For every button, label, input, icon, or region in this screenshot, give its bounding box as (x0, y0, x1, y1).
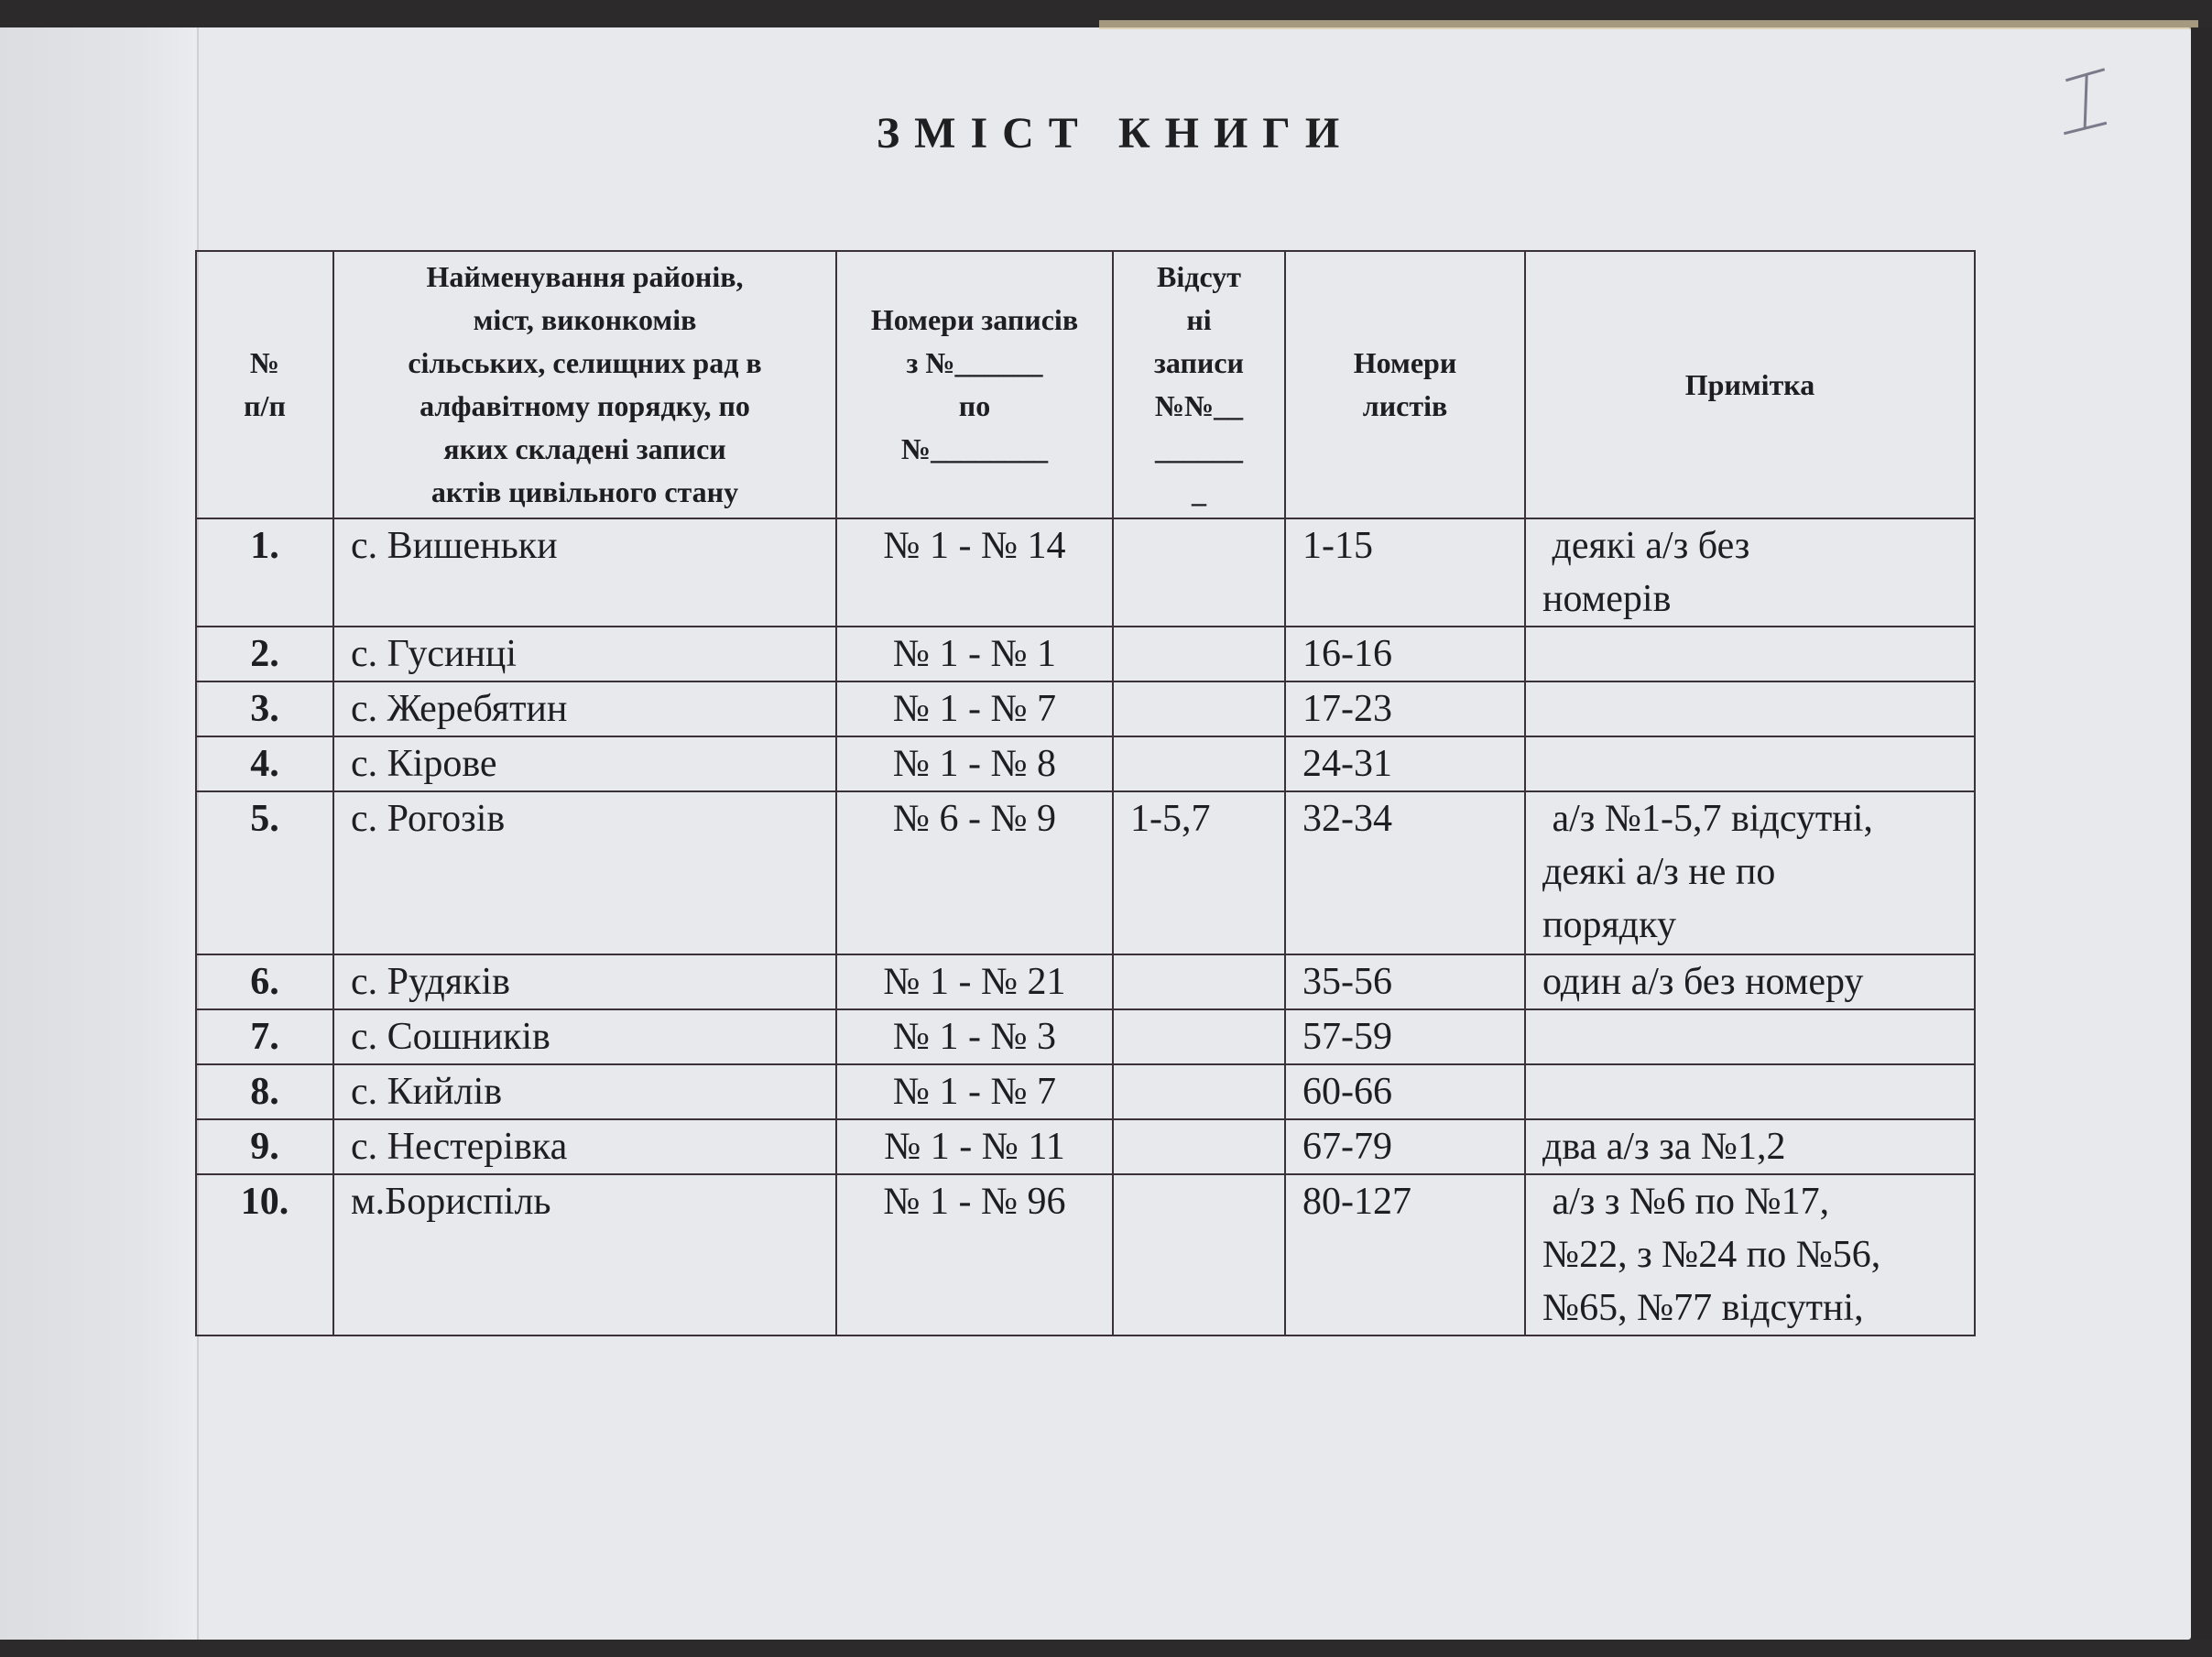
row-number: 1. (196, 518, 333, 627)
header-number (196, 251, 333, 518)
header-line: №№__ (1154, 389, 1244, 422)
header-line: по (958, 389, 991, 422)
row-sheets: 35-56 (1285, 954, 1525, 1009)
table-row (196, 1009, 1975, 1064)
row-sheets: 57-59 (1285, 1009, 1525, 1064)
row-number: 7. (196, 1009, 333, 1064)
header-line: _ (1192, 475, 1206, 508)
header-line: п/п (244, 389, 286, 422)
header-line: Номери (1353, 346, 1457, 379)
page-title: ЗМІСТ КНИГИ (876, 109, 1355, 158)
row-number: 8. (196, 1064, 333, 1119)
row-number: 4. (196, 736, 333, 791)
header-records (836, 251, 1113, 518)
row-missing (1113, 681, 1285, 736)
header-line: Номери записів (870, 303, 1079, 336)
row-missing (1113, 627, 1285, 681)
row-number: 2. (196, 627, 333, 681)
note-line: два а/з за №1,2 (1542, 1126, 1786, 1168)
row-note (1525, 954, 1975, 1009)
row-records: № 1 - № 1 (836, 627, 1113, 681)
row-number: 9. (196, 1119, 333, 1174)
row-sheets: 16-16 (1285, 627, 1525, 681)
header-line: ______ (1155, 432, 1243, 465)
row-note (1525, 1174, 1975, 1335)
header-note (1525, 251, 1975, 518)
table-header-row (196, 251, 1975, 518)
note-line: №22, з №24 по №56, (1542, 1234, 1881, 1276)
header-line: Відсут (1157, 260, 1241, 293)
table-row (196, 1174, 1975, 1335)
table-row (196, 736, 1975, 791)
row-number: 6. (196, 954, 333, 1009)
row-sheets: 32-34 (1285, 791, 1525, 954)
note-line: номерів (1542, 578, 1672, 620)
row-records: № 1 - № 11 (836, 1119, 1113, 1174)
row-missing (1113, 518, 1285, 627)
header-sheets (1285, 251, 1525, 518)
row-note (1525, 736, 1975, 791)
table-row (196, 681, 1975, 736)
row-note (1525, 791, 1975, 954)
row-records: № 1 - № 14 (836, 518, 1113, 627)
row-sheets: 24-31 (1285, 736, 1525, 791)
row-records: № 1 - № 7 (836, 1064, 1113, 1119)
header-name (333, 251, 836, 518)
row-number: 5. (196, 791, 333, 954)
table-body (196, 518, 1975, 1335)
row-name: с. Нестерівка (333, 1119, 836, 1174)
header-line: листів (1362, 389, 1448, 422)
page-binding-shadow (0, 27, 199, 1640)
page-right-edge (2191, 27, 2212, 1640)
row-name: с. Вишеньки (333, 518, 836, 627)
row-name: с. Кірове (333, 736, 836, 791)
note-line: порядку (1542, 904, 1676, 946)
row-sheets: 67-79 (1285, 1119, 1525, 1174)
row-note (1525, 627, 1975, 681)
table-row (196, 1119, 1975, 1174)
table-row (196, 1064, 1975, 1119)
header-line: міст, виконкомів (473, 303, 697, 336)
row-name: м.Бориспіль (333, 1174, 836, 1335)
row-name: с. Гусинці (333, 627, 836, 681)
row-name: с. Кийлів (333, 1064, 836, 1119)
header-line: Примітка (1684, 367, 1815, 401)
row-records: № 6 - № 9 (836, 791, 1113, 954)
table-row (196, 627, 1975, 681)
row-note (1525, 518, 1975, 627)
header-line: алфавітному порядку, по (420, 389, 750, 422)
table-row (196, 954, 1975, 1009)
note-line: №65, №77 відсутні, (1542, 1287, 1864, 1329)
note-line: деякі а/з не по (1542, 851, 1776, 893)
note-line: деякі а/з без (1542, 525, 1750, 567)
row-note (1525, 1119, 1975, 1174)
row-name: с. Рудяків (333, 954, 836, 1009)
row-name: с. Рогозів (333, 791, 836, 954)
row-records: № 1 - № 96 (836, 1174, 1113, 1335)
row-number: 3. (196, 681, 333, 736)
note-line: а/з з №6 по №17, (1542, 1181, 1830, 1223)
table-row (196, 791, 1975, 954)
header-line: ні (1186, 303, 1212, 336)
table-row (196, 518, 1975, 627)
note-line: один а/з без номеру (1542, 961, 1864, 1003)
row-missing (1113, 954, 1285, 1009)
row-sheets: 17-23 (1285, 681, 1525, 736)
header-line: сільських, селищних рад в (408, 346, 762, 379)
header-line: яких складені записи (443, 432, 726, 465)
row-missing (1113, 1119, 1285, 1174)
header-line: з №______ (906, 346, 1043, 379)
row-number: 10. (196, 1174, 333, 1335)
row-missing (1113, 1009, 1285, 1064)
row-records: № 1 - № 8 (836, 736, 1113, 791)
header-line: № (249, 346, 280, 379)
header-missing (1113, 251, 1285, 518)
contents-table (195, 250, 1976, 1336)
row-missing (1113, 1064, 1285, 1119)
row-records: № 1 - № 21 (836, 954, 1113, 1009)
row-records: № 1 - № 7 (836, 681, 1113, 736)
row-note (1525, 1009, 1975, 1064)
row-sheets: 80-127 (1285, 1174, 1525, 1335)
row-missing (1113, 1174, 1285, 1335)
row-name: с. Сошників (333, 1009, 836, 1064)
row-note (1525, 1064, 1975, 1119)
row-name: с. Жеребятин (333, 681, 836, 736)
header-line: записи (1154, 346, 1244, 379)
row-sheets: 60-66 (1285, 1064, 1525, 1119)
row-missing: 1-5,7 (1113, 791, 1285, 954)
row-missing (1113, 736, 1285, 791)
header-line: №________ (900, 432, 1049, 465)
paper-edge-strip (1099, 20, 2198, 29)
header-line: Найменування районів, (426, 260, 744, 293)
row-sheets: 1-15 (1285, 518, 1525, 627)
note-line: а/з №1-5,7 відсутні, (1542, 798, 1873, 840)
row-records: № 1 - № 3 (836, 1009, 1113, 1064)
header-line: актів цивільного стану (430, 475, 739, 508)
row-note (1525, 681, 1975, 736)
